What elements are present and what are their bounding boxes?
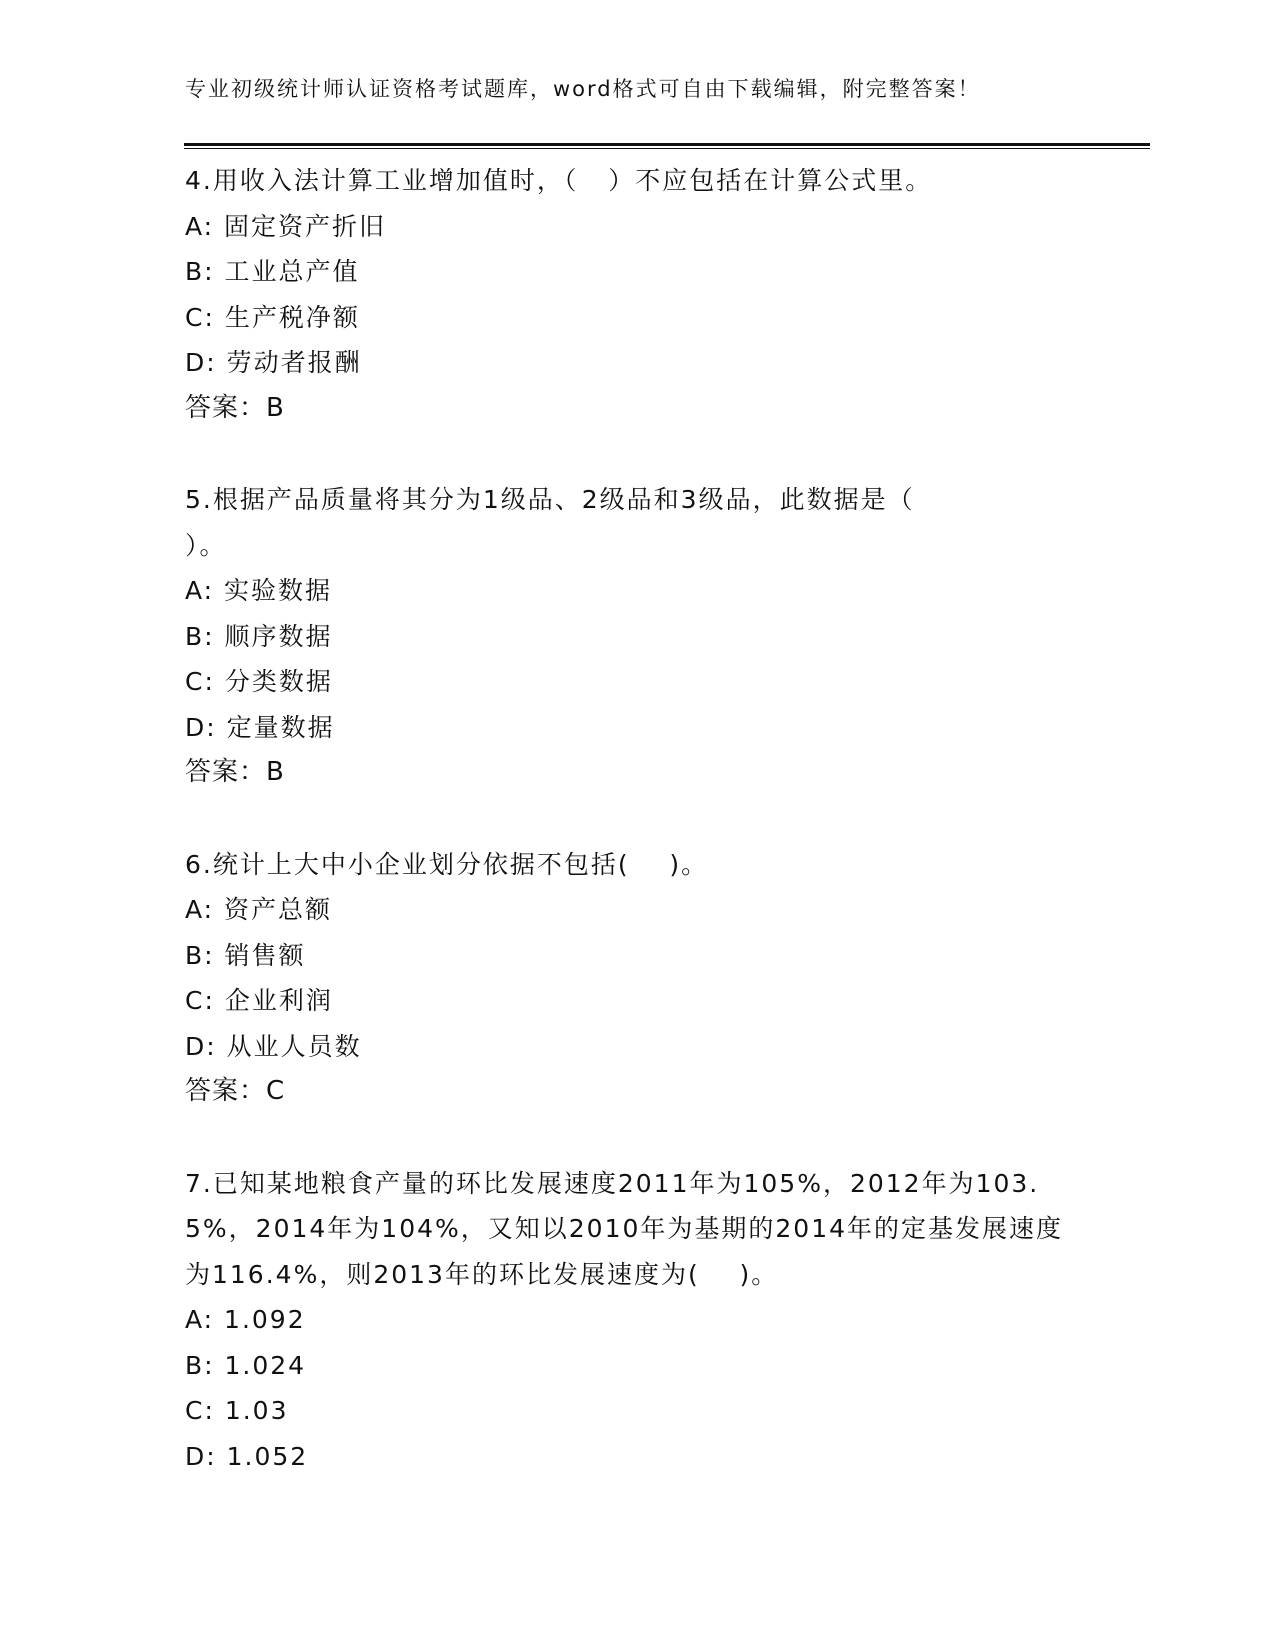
option-c: C: 生产税净额: [185, 302, 360, 332]
option-a: A: 资产总额: [185, 895, 333, 924]
option-c: C: 1.03: [185, 1396, 289, 1425]
answer: 答案：C: [185, 1076, 286, 1106]
option-d: D: 1.052: [185, 1441, 309, 1471]
option-a: A: 固定资产折旧: [185, 211, 387, 241]
spacer: [185, 1115, 1085, 1161]
spacer: [185, 796, 1085, 842]
question-6: [185, 842, 1085, 1115]
option-a: A: 实验数据: [185, 576, 333, 605]
question-4: [185, 158, 1085, 431]
question-stem-continued: 5%，2014年为104%，又知以2010年为基期的2014年的定基发展速度: [185, 1214, 1064, 1243]
option-b: B: 销售额: [185, 940, 306, 970]
page-header: 专业初级统计师认证资格考试题库，word格式可自由下载编辑，附完整答案！: [185, 77, 981, 101]
spacer: [185, 431, 1085, 477]
question-7: [185, 1161, 1085, 1480]
option-c: C: 分类数据: [185, 667, 333, 696]
answer: 答案：B: [185, 392, 285, 423]
option-b: B: 顺序数据: [185, 621, 333, 651]
option-b: B: 1.024: [185, 1350, 307, 1380]
question-stem: 5.根据产品质量将其分为1级品、2级品和3级品，此数据是（: [185, 485, 915, 514]
question-stem: 7.已知某地粮食产量的环比发展速度2011年为105%，2012年为103.: [185, 1168, 1040, 1198]
question-stem-continued: ）。: [185, 530, 227, 560]
option-c: C: 企业利润: [185, 986, 333, 1015]
question-stem: 6.统计上大中小企业划分依据不包括( )。: [185, 849, 709, 879]
question-list: [185, 158, 1085, 1479]
answer: 答案：B: [185, 757, 285, 787]
option-d: D: 劳动者报酬: [185, 348, 362, 377]
header-divider: [184, 143, 1150, 149]
option-d: D: 从业人员数: [185, 1031, 362, 1061]
option-a: A: 1.092: [185, 1305, 306, 1334]
option-b: B: 工业总产值: [185, 257, 360, 286]
option-d: D: 定量数据: [185, 712, 335, 742]
question-5: [185, 477, 1085, 796]
question-stem-continued: 为116.4%，则2013年的环比发展速度为( )。: [185, 1259, 779, 1289]
question-stem: 4.用收入法计算工业增加值时，（ ）不应包括在计算公式里。: [185, 166, 933, 195]
